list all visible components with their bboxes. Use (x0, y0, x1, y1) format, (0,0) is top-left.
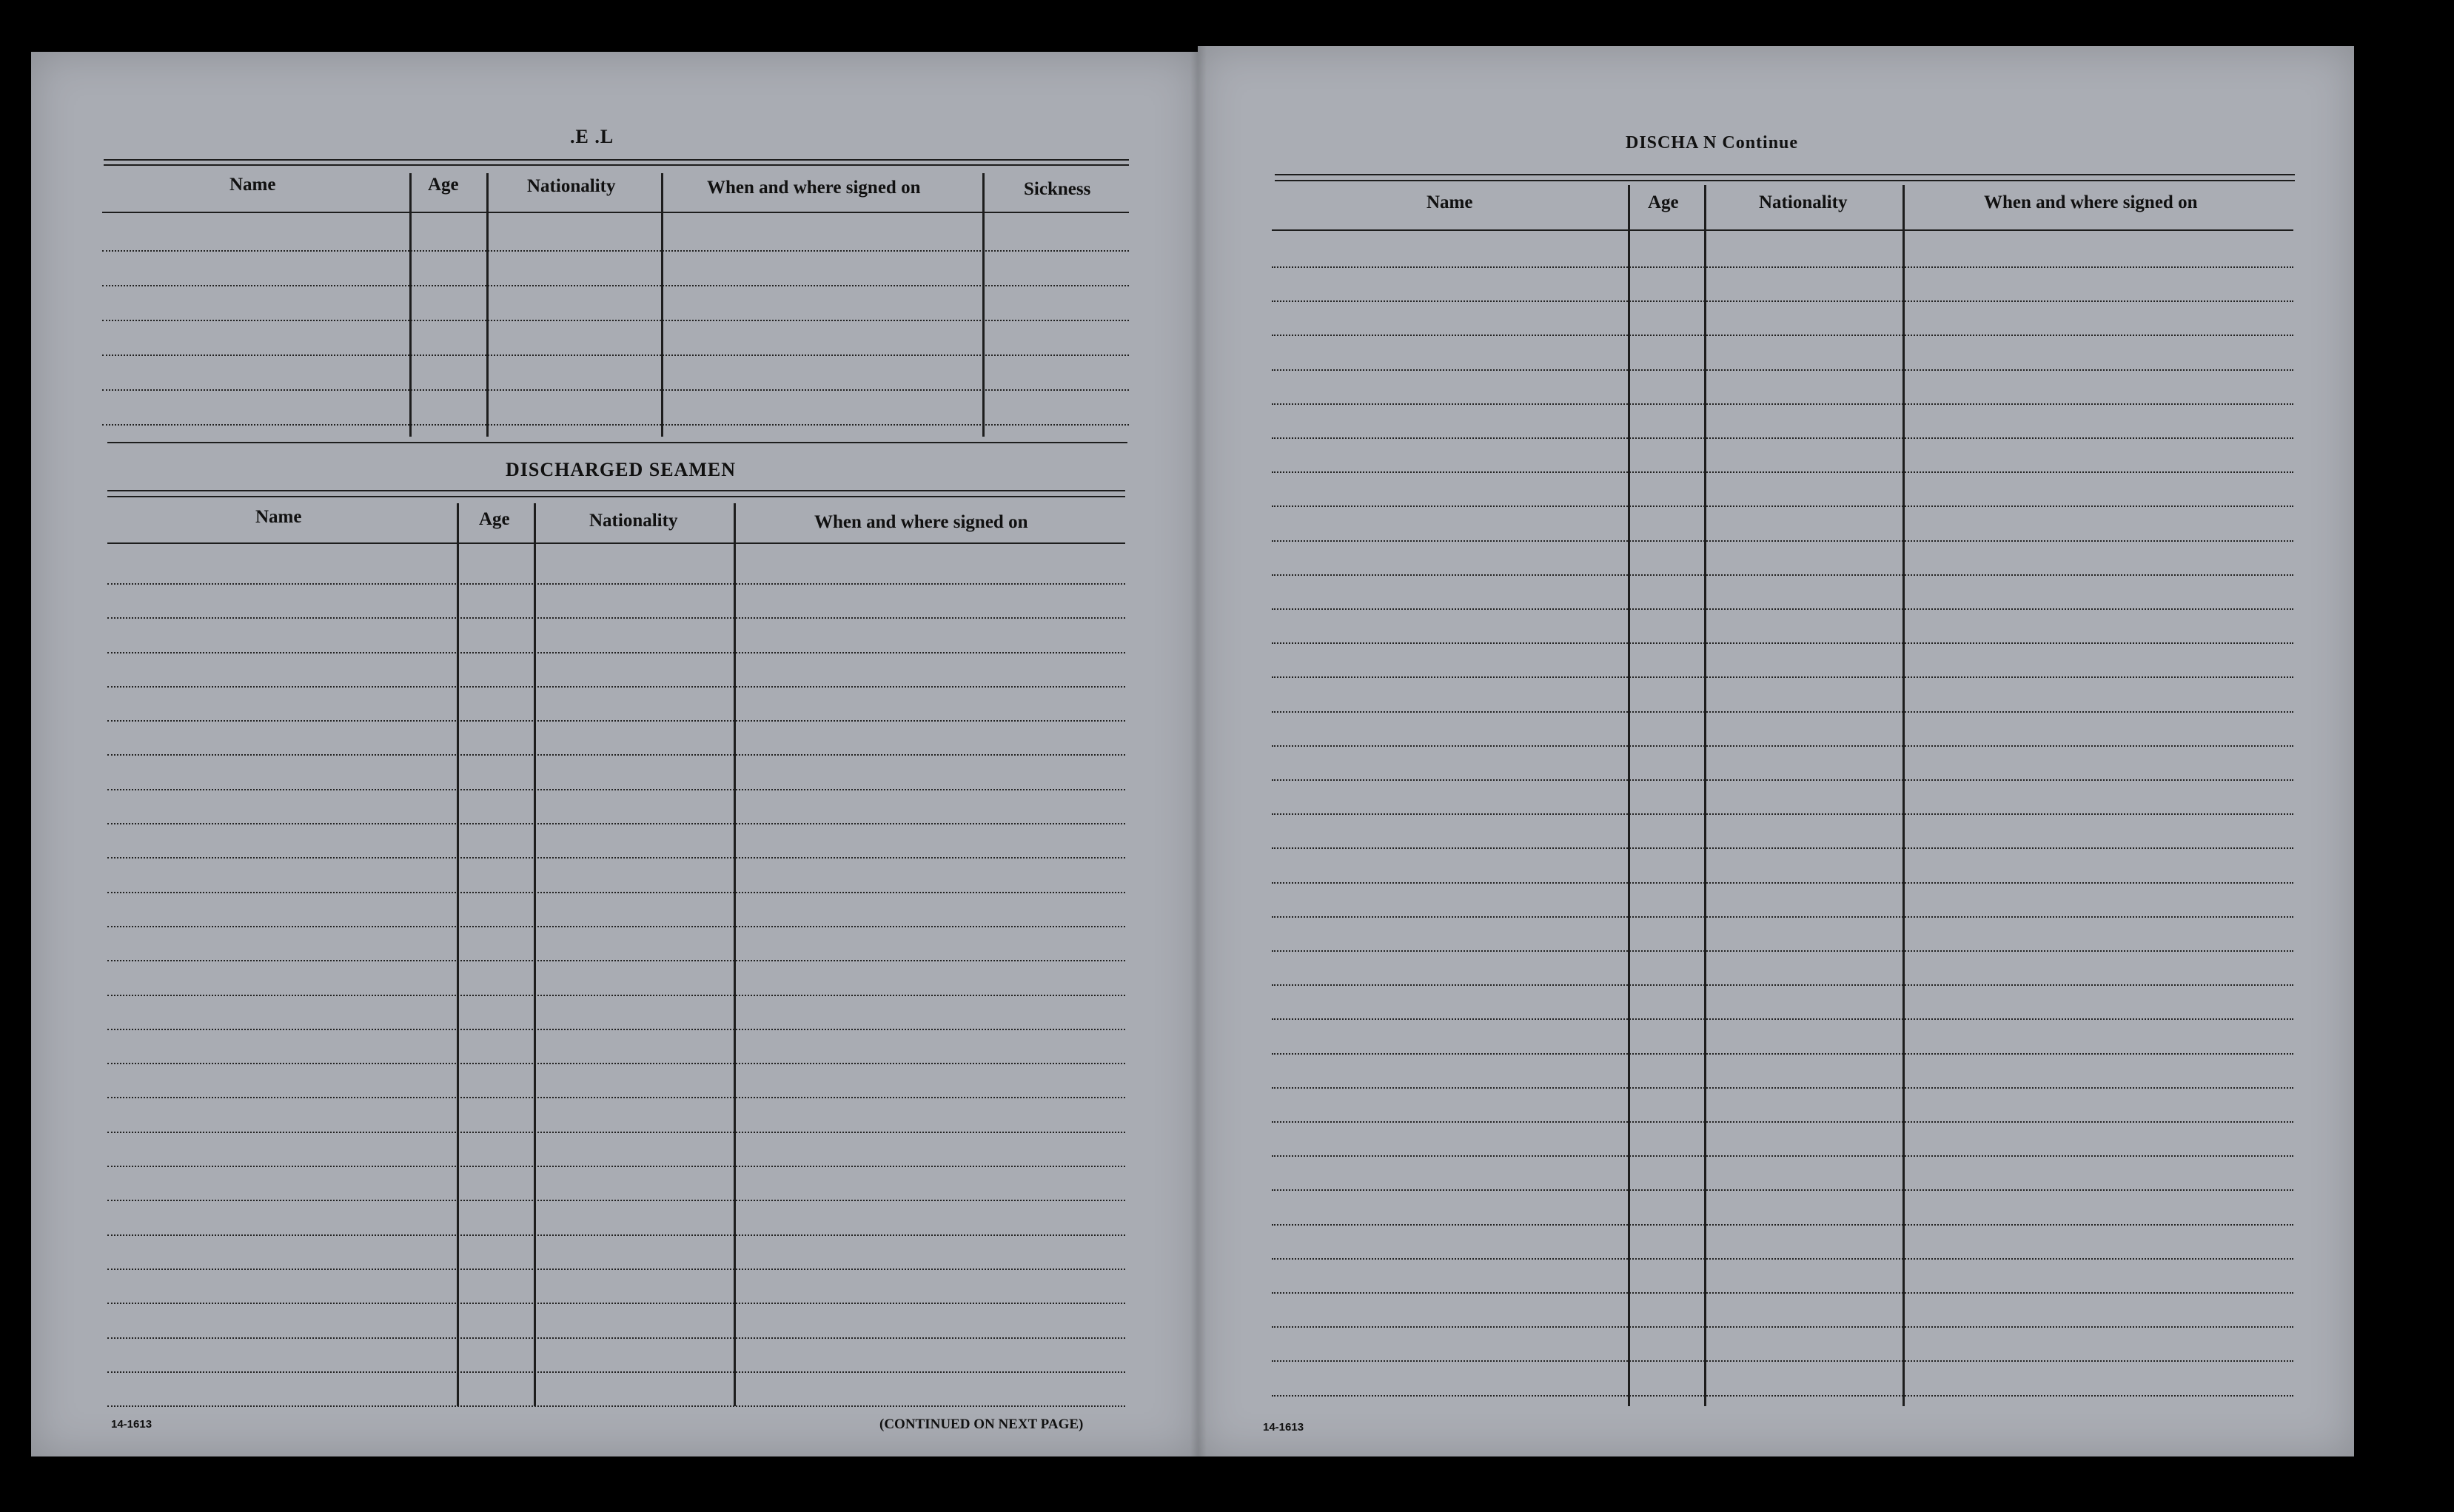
discharged-row-line (107, 720, 1125, 722)
discharged-row-line (107, 1337, 1125, 1339)
top-section-row-line (102, 250, 1129, 252)
right-page-row-line (1272, 882, 2293, 884)
top-section-row-line (102, 389, 1129, 391)
right-page-row-line (1272, 950, 2293, 952)
top-section-title: .E .L (570, 126, 614, 147)
discharged-row-line (107, 1166, 1125, 1167)
top-section-bottom-rule (107, 442, 1127, 443)
right-form-number: 14-1613 (1263, 1421, 1304, 1434)
right-page-header-rule (1272, 229, 2293, 231)
discharged-title: DISCHARGED SEAMEN (506, 459, 736, 480)
top-section-column-divider (486, 173, 489, 437)
right-page-row-line (1272, 437, 2293, 439)
right-page-row-line (1272, 266, 2293, 268)
right-page-row-line (1272, 540, 2293, 542)
top-section-header-rule (102, 212, 1129, 213)
discharged-col-nationality: Nationality (589, 511, 678, 531)
discharged-row-line (107, 1269, 1125, 1270)
discharged-column-divider (534, 503, 536, 1406)
discharged-header-rule (107, 542, 1125, 544)
discharged-rule (107, 490, 1125, 491)
discharged-row-line (107, 583, 1125, 585)
discharged-row-line (107, 686, 1125, 688)
discharged-row-line (107, 1200, 1125, 1201)
discharged-row-line (107, 926, 1125, 927)
discharged-row-line (107, 960, 1125, 961)
discharged-column-divider (734, 503, 736, 1406)
discharged-row-line (107, 789, 1125, 790)
right-page-row-line (1272, 1326, 2293, 1328)
discharged-row-line (107, 652, 1125, 653)
right-title-rule-2 (1275, 180, 2295, 181)
discharged-row-line (107, 1303, 1125, 1304)
discharged-row-line (107, 892, 1125, 893)
right-page-row-line (1272, 711, 2293, 713)
right-page-column-divider (1704, 185, 1706, 1406)
discharged-row-line (107, 1132, 1125, 1133)
discharged-col-name: Name (255, 507, 302, 527)
right-page-row-line (1272, 813, 2293, 815)
top-col-age: Age (428, 175, 459, 195)
right-page-row-line (1272, 471, 2293, 473)
discharged-row-line (107, 995, 1125, 996)
right-page-row-line (1272, 1360, 2293, 1362)
right-page-column-divider (1902, 185, 1905, 1406)
discharged-col-age: Age (479, 509, 510, 529)
right-page-row-line (1272, 1087, 2293, 1089)
right-page-row-line (1272, 642, 2293, 644)
right-page-row-line (1272, 608, 2293, 610)
right-page-row-line (1272, 505, 2293, 507)
discharged-row-line (107, 1063, 1125, 1064)
right-page-row-line (1272, 574, 2293, 576)
right-page-row-line (1272, 403, 2293, 405)
right-page (1198, 46, 2354, 1456)
discharged-row-line (107, 1371, 1125, 1373)
right-page-row-line (1272, 1189, 2293, 1191)
discharged-row-line (107, 1029, 1125, 1030)
right-page-row-line (1272, 916, 2293, 918)
top-section-row-line (102, 285, 1129, 286)
discharged-col-signed-on: When and where signed on (814, 512, 1028, 532)
right-page-title: DISCHA N Continue (1626, 133, 1799, 152)
discharged-row-line (107, 1234, 1125, 1236)
right-page-row-line (1272, 676, 2293, 678)
page-gutter (1190, 44, 1207, 1458)
right-col-name: Name (1427, 192, 1473, 212)
continued-note: (CONTINUED ON NEXT PAGE) (879, 1417, 1084, 1432)
discharged-row-line (107, 857, 1125, 859)
discharged-row-line (107, 823, 1125, 824)
top-col-signed-on: When and where signed on (707, 178, 921, 198)
right-page-column-divider (1628, 185, 1630, 1406)
right-page-row-line (1272, 300, 2293, 302)
top-section-column-divider (982, 173, 985, 437)
top-col-nationality: Nationality (527, 176, 616, 196)
top-section-rule (104, 159, 1129, 161)
top-section-column-divider (409, 173, 412, 437)
right-page-row-line (1272, 1224, 2293, 1226)
right-page-row-line (1272, 1258, 2293, 1260)
right-page-row-line (1272, 779, 2293, 781)
right-col-signed-on: When and where signed on (1984, 192, 2198, 212)
right-page-row-line (1272, 847, 2293, 849)
top-col-name: Name (229, 175, 276, 195)
right-col-nationality: Nationality (1759, 192, 1848, 212)
right-page-row-line (1272, 1053, 2293, 1055)
left-form-number: 14-1613 (111, 1418, 152, 1431)
discharged-row-line (107, 617, 1125, 619)
discharged-row-line (107, 1405, 1125, 1407)
top-section-column-divider (661, 173, 663, 437)
right-page-row-line (1272, 1292, 2293, 1294)
top-section-rule-2 (104, 164, 1129, 166)
right-page-row-line (1272, 1155, 2293, 1157)
top-section-row-line (102, 320, 1129, 321)
right-col-age: Age (1648, 192, 1679, 212)
top-section-row-line (102, 355, 1129, 356)
top-col-sickness: Sickness (1024, 179, 1091, 199)
right-page-row-line (1272, 984, 2293, 986)
right-page-row-line (1272, 745, 2293, 747)
top-section-row-line (102, 424, 1129, 426)
discharged-rule-2 (107, 496, 1125, 497)
right-title-rule (1275, 174, 2295, 175)
discharged-row-line (107, 754, 1125, 756)
discharged-column-divider (457, 503, 459, 1406)
right-page-row-line (1272, 335, 2293, 336)
right-page-row-line (1272, 1395, 2293, 1397)
discharged-row-line (107, 1097, 1125, 1098)
right-page-row-line (1272, 369, 2293, 371)
right-page-row-line (1272, 1018, 2293, 1020)
right-page-row-line (1272, 1121, 2293, 1123)
